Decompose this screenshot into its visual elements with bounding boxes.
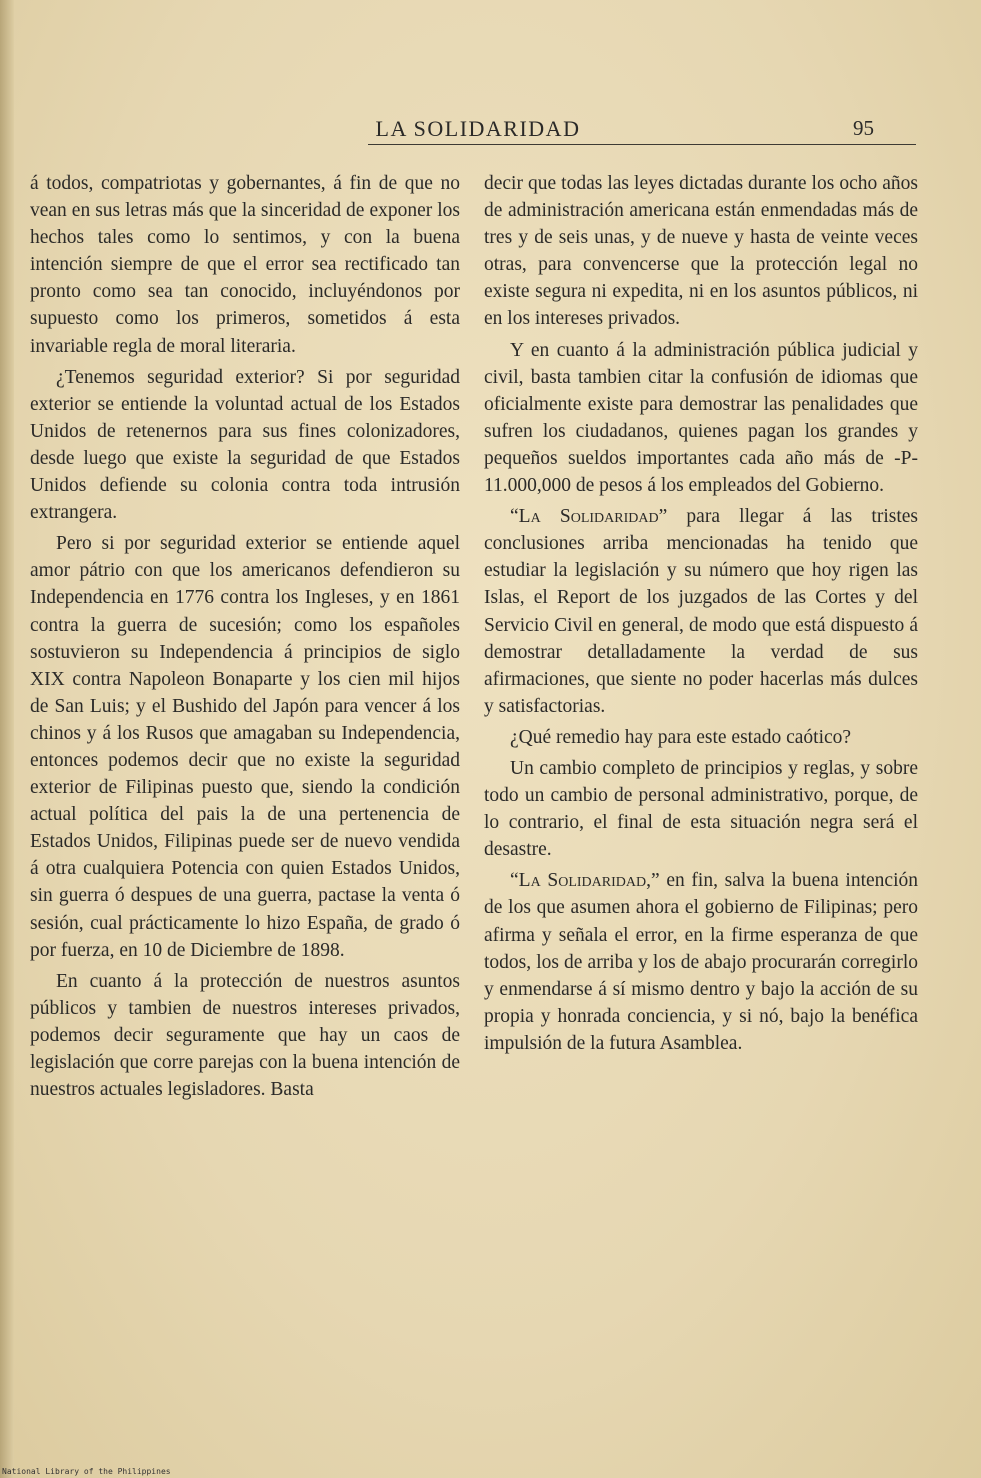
page-header — [40, 112, 916, 146]
right-paragraph-1: decir que todas las leyes dictadas durante los ocho años de administración americana están enmendadas más de tres y de seis unas, y de nueve y hasta de veinte veces otras, para convencerse que la protección legal no existe segura ni expedita, ni en los asuntos públicos, ni en los intereses privados. — [484, 173, 918, 330]
newspaper-name: “La Solidaridad,” — [510, 870, 660, 892]
page-number: 95 — [853, 116, 874, 140]
newspaper-name: “La Solidaridad” — [510, 506, 668, 528]
right-paragraph-6 — [484, 867, 918, 1057]
left-paragraph-1: á todos, compatriotas y gobernantes, á fin de que no vean en sus letras más que la sinceridad de exponer los hechos tales como lo sentimos, y con la buena intención siempre de que el error sea rectificado tan pronto como sea tan conocido, incluyéndonos por supuesto como los primeros, sometidos á esta invariable regla de moral literaria. — [30, 173, 460, 357]
right-paragraph-6-text: en fin, salva la buena intención de los que asumen ahora el gobierno de Filipinas; pero afirma y señala el error, en la firme esperanza de que todos, los de arriba y los de abajo procurarán corregirlo y enmendarse á sí mismo dentro y bajo la acción de su propia y honrada conciencia, y si nó, bajo la benéfica impulsión de la futura Asamblea. — [484, 870, 918, 1054]
right-paragraph-3-text: para llegar á las tristes conclusiones arriba mencionadas ha tenido que estudiar la legislación y su número que hoy rigen las Islas, el Report de los juzgados de las Cortes y del Servicio Civil en general, de modo que está dispuesto á demostrar detalladamente la verdad de sus afirmaciones, que siente no poder hacerlas más dulces y satisfactorias. — [484, 506, 918, 717]
right-paragraph-4: ¿Qué remedio hay para este estado caótico? — [510, 726, 852, 748]
header-rule — [368, 144, 916, 145]
right-column — [484, 170, 918, 1061]
right-paragraph-5: Un cambio completo de principios y reglas, y sobre todo un cambio de personal administrativo, porque, de lo contrario, el final de esta situación negra será el desastre. — [484, 757, 918, 861]
left-column — [30, 170, 460, 1107]
right-paragraph-2: Y en cuanto á la administración pública judicial y civil, basta tambien citar la confusión de idiomas que oficialmente existe para demostrar las penalidades que sufren los ciudadanos, quienes pagan los grandes y pequeños sueldos importantes cada año más de -P- 11.000,000 de pesos á los empleados del Gobierno. — [484, 339, 918, 497]
page-binding-edge — [0, 0, 14, 1478]
left-paragraph-3: Pero si por seguridad exterior se entiende aquel amor pátrio con que los americanos defendieron su Independencia en 1776 contra los Ingleses, y en 1861 contra la guerra de sucesión; como los españoles sostuvieron su Independencia á principios de siglo XIX contra Napoleon Bonaparte y los cien mil hijos de San Luis; y el Bushido del Japón para vencer á los chinos y á los Rusos que amagaban su Independencia, entonces podemos decir que no existe la seguridad exterior de Filipinas puesto que, siendo la condición actual política del pais la de una pertenencia de Estados Unidos, Filipinas puede ser de nuevo vendida á otra cualquiera Potencia con quien Estados Unidos, sin guerra ó despues de una guerra, pactase la venta ó sesión, cual prácticamente lo hizo España, de grado ó por fuerza, en 10 de Diciembre de 1898. — [30, 533, 460, 961]
left-paragraph-2: ¿Tenemos seguridad exterior? Si por seguridad exterior se entiende la voluntad actual de los Estados Unidos de retenernos para sus fines colonizadores, desde luego que existe la seguridad de que Estados Unidos defiende su colonia contra toda intrusión extrangera. — [30, 366, 460, 524]
right-paragraph-3 — [484, 503, 918, 720]
left-paragraph-4: En cuanto á la protección de nuestros asuntos públicos y tambien de nuestros intereses privados, podemos decir seguramente que hay un caos de legislación que corre parejas con la buena intención de nuestros actuales legisladores. Basta — [30, 970, 460, 1101]
library-credit: National Library of the Philippines — [2, 1467, 171, 1476]
newspaper-title: LA SOLIDARIDAD — [375, 116, 581, 141]
